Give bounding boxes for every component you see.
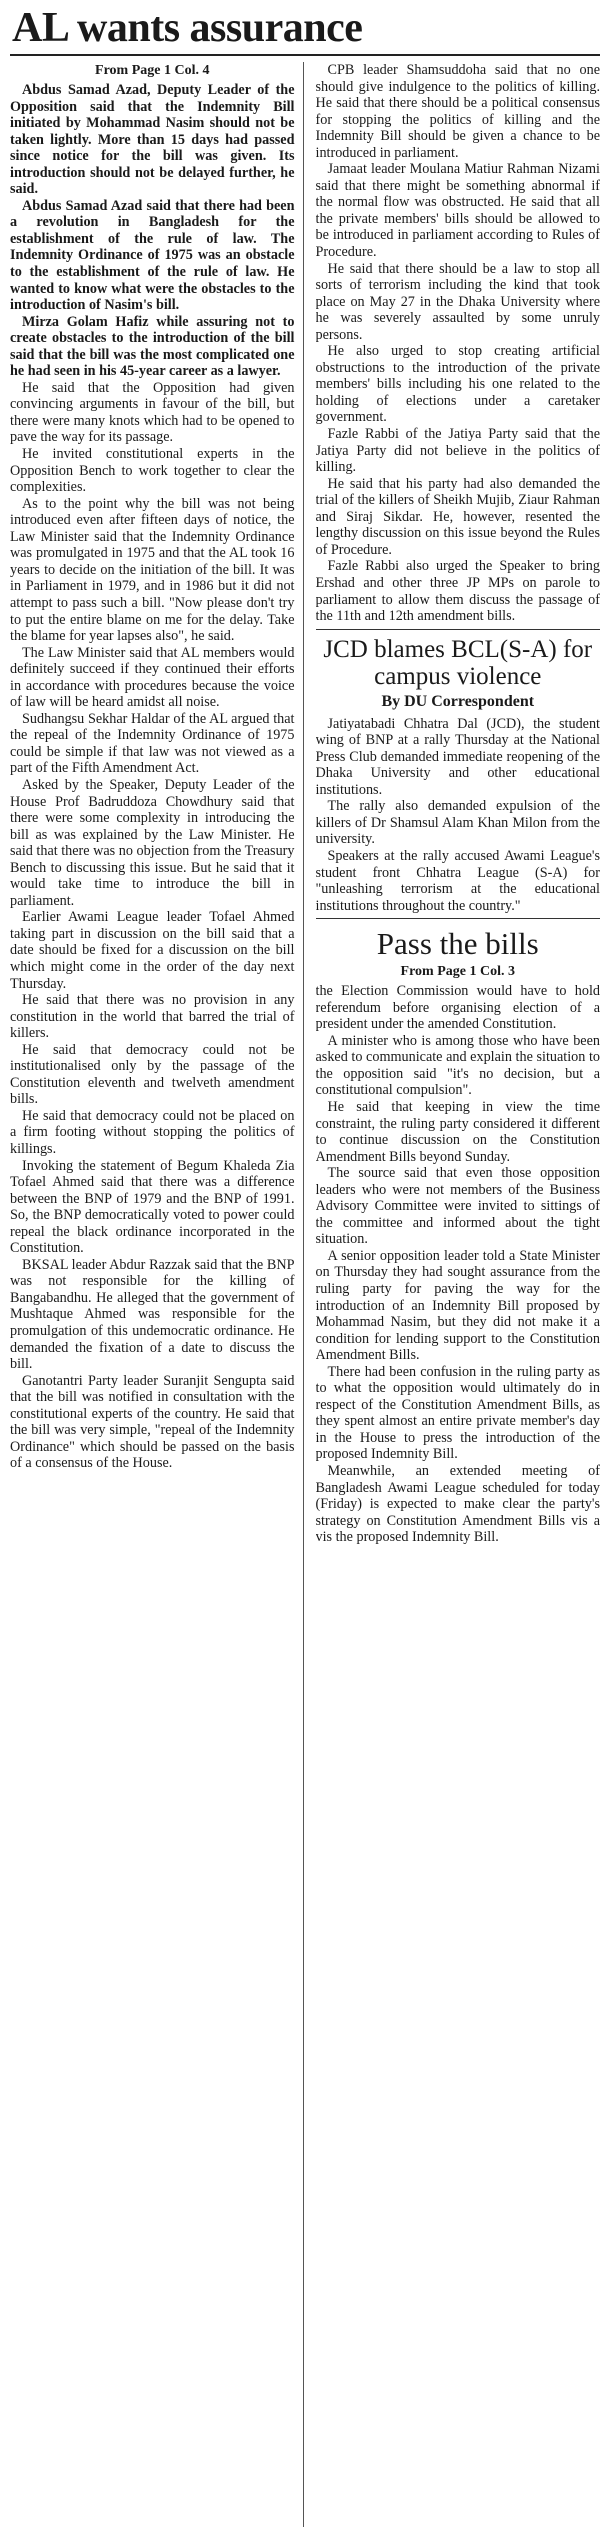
article-paragraph: The source said that even those opposition leaders who were not members of the Business Advisory Committee were invited to sittings of the committee and informed about the tight situation.: [315, 1165, 600, 1248]
article-paragraph: He said that democracy could not be placed on a firm footing without stopping the politics of killings.: [10, 1107, 295, 1157]
jcd-paragraphs: [316, 716, 601, 915]
article-paragraph: Abdus Samad Azad, Deputy Leader of the Opposition said that the Indemnity Bill initiated by Mohammad Nasim should not be taken lightly. More than 15 days had passed since notice for the bill was given. Its introduction should not be delayed further, he said.: [10, 82, 295, 198]
story-separator: [316, 629, 601, 630]
article-paragraph: There had been confusion in the ruling party as to what the opposition would ultimately do in respect of the Constitution Amendment Bills, as they spent almost an entire private member's day in the House to press the introduction of the proposed Indemnity Bill.: [315, 1363, 600, 1463]
article-paragraph: He said that there was no provision in any constitution in the world that barred the trial of killers.: [10, 992, 295, 1042]
story-separator: [316, 918, 601, 919]
article-paragraph: BKSAL leader Abdur Razzak said that the BNP was not responsible for the killing of Bangabandhu. He alleged that the government of Mushtaque Ahmed was responsible for the promulgation of this undemocratic ordinance. He demanded the fixation of a date to discuss the bill.: [10, 1256, 295, 1373]
article-paragraph: Asked by the Speaker, Deputy Leader of the House Prof Badruddoza Chowdhury said that there were some complexity in introducing the bill as was explained by the Law Minister. He said that there was no objection from the Treasury Bench to discussing this issue. But he said that it would take time to introduce the bill in parliament.: [10, 776, 295, 909]
jcd-byline: By DU Correspondent: [381, 692, 535, 710]
jcd-headline: JCD blames BCL(S-A) for campus violence: [323, 635, 593, 690]
article-paragraph: He said that keeping in view the time constraint, the ruling party considered it different to continue discussion on the Constitution Amendment Bills beyond Sunday.: [315, 1098, 600, 1165]
article-paragraph: Fazle Rabbi also urged the Speaker to bring Ershad and other three JP MPs on parole to parliament to allow them discuss the passage of the 11th and 12th amendment bills.: [315, 558, 600, 625]
article-paragraph: Fazle Rabbi of the Jatiya Party said that the Jatiya Party did not believe in the politics of killing.: [315, 426, 600, 476]
right-column: [316, 62, 601, 2527]
article-paragraph: CPB leader Shamsuddoha said that no one should give indulgence to the politics of killing. He said that there should be a political consensus for stopping the politics of killing and the Indemnity Bill should be given a chance to be introduced in parliament.: [315, 62, 600, 161]
bills-headline: Pass the bills: [376, 926, 539, 962]
article-paragraph: The Law Minister said that AL members would definitely succeed if they continued their efforts in accordance with procedures because the voice of law will be heard amidst all noise.: [10, 644, 295, 711]
article-paragraph: Jatiyatabadi Chhatra Dal (JCD), the student wing of BNP at a rally Thursday at the National Press Club demanded immediate reopening of the Dhaka University and other educational institutions.: [315, 715, 600, 798]
article-paragraph: He also urged to stop creating artificial obstructions to the introduction of the private members' bills including his one related to the holding of elections under a caretaker government.: [315, 343, 600, 426]
article-paragraph: Invoking the statement of Begum Khaleda Zia Tofael Ahmed said that there was a difference between the BNP of 1979 and the BNP of 1991. So, the BNP democratically voted to power could repeal the black ordinance incorporated in the Constitution.: [10, 1157, 295, 1257]
article-paragraph: As to the point why the bill was not being introduced even after fifteen days of notice, the Law Minister said that the Indemnity Ordinance was promulgated in 1975 and that the AL took 16 years to decide on the initiation of the bill. It was in Parliament in 1979, and in 1986 but it did not attempt to pass such a bill. "Now please don't try to put the entire blame on me for the delay. Take the blame for year lapses also", he said.: [10, 495, 295, 645]
article-paragraph: He said that there should be a law to stop all sorts of terrorism including the kind that took place on May 27 in the Dhaka University where he was severely assaulted by some unruly persons.: [315, 260, 600, 343]
article-paragraph: Meanwhile, an extended meeting of Bangladesh Awami League scheduled for today (Friday) is expected to make clear the party's strategy on Constitution Amendment Bills vis a vis the proposed Indemnity Bill.: [315, 1463, 600, 1546]
article-paragraph: Sudhangsu Sekhar Haldar of the AL argued that the repeal of the Indemnity Ordinance of 1975 could be simple if that law was not viewed as a part of the Fifth Amendment Act.: [10, 710, 295, 777]
article-paragraph: The rally also demanded expulsion of the killers of Dr Shamsul Alam Khan Milon from the university.: [315, 798, 600, 848]
article-paragraph: A minister who is among those who have been asked to communicate and explain the situation to the opposition said "it's no decision, but a constitutional compulsion".: [315, 1032, 600, 1099]
article-paragraph: Mirza Golam Hafiz while assuring not to create obstacles to the introduction of the bill said that the bill was the most complicated one he had seen in his 45-year career as a lawyer.: [10, 313, 295, 380]
article-paragraph: He said that the Opposition had given convincing arguments in favour of the bill, but there were many knots which had to be opened to pave the way for its passage.: [10, 379, 295, 446]
headline-rule: [10, 54, 600, 56]
article-paragraph: Jamaat leader Moulana Matiur Rahman Nizami said that there might be something abnormal if the normal flow was obstructed. He said that all the private members' bills should be allowed to be introduced in parliament according to Rules of Procedure.: [315, 161, 600, 261]
article-paragraph: He said that democracy could not be institutionalised only by the passage of the Constitution eleventh and twelveth amendment bills.: [10, 1041, 295, 1108]
article-paragraph: A senior opposition leader told a State Minister on Thursday they had sought assurance from the ruling party for paving the way for the introduction of an Indemnity Bill proposed by Mohammad Nasim, but they did not make it a condition for lending support to the Constitution Amendment Bills.: [315, 1247, 600, 1364]
article-paragraph: Ganotantri Party leader Suranjit Sengupta said that the bill was notified in consultation with the constitutional experts of the country. He said that the bill was very simple, "repeal of the Indemnity Ordinance" which should be passed on the basis of a consensus of the House.: [10, 1372, 295, 1472]
article-paragraph: He said that his party had also demanded the trial of the killers of Sheikh Mujib, Ziaur Rahman and Siraj Sikdar. He, however, resented the lengthy discussion on this issue beyond the Rules of Procedure.: [315, 475, 600, 558]
bills-paragraphs: [316, 983, 601, 1546]
article-paragraph: He invited constitutional experts in the Opposition Bench to work together to clear the complexities.: [10, 446, 295, 496]
article-paragraph: Speakers at the rally accused Awami League's student front Chhatra League (S-A) for "unleashing terrorism at the educational institutions throughout the country.": [315, 847, 600, 914]
left-paragraphs: [10, 82, 295, 1472]
article-paragraph: Abdus Samad Azad said that there had been a revolution in Bangladesh for the establishment of the rule of law. The Indemnity Ordinance of 1975 was an obstacle to the establishment of the rule of law. He wanted to know what were the obstacles to the introduction of Nasim's bill.: [10, 197, 295, 314]
jump-line-left: From Page 1 Col. 4: [95, 63, 210, 78]
article-paragraph: Earlier Awami League leader Tofael Ahmed taking part in discussion on the bill said that a date should be fixed for a discussion on the bill which might come in the order of the day next Thursday.: [10, 909, 295, 992]
article-paragraph: the Election Commission would have to hold referendum before organising election of a president under the amended Constitution.: [315, 983, 600, 1033]
page-headline: AL wants assurance: [12, 5, 363, 51]
left-column: [10, 62, 304, 2527]
jump-line-bills: From Page 1 Col. 3: [400, 964, 515, 980]
continuation-paragraphs: [316, 62, 601, 625]
article-columns: [10, 62, 600, 2527]
